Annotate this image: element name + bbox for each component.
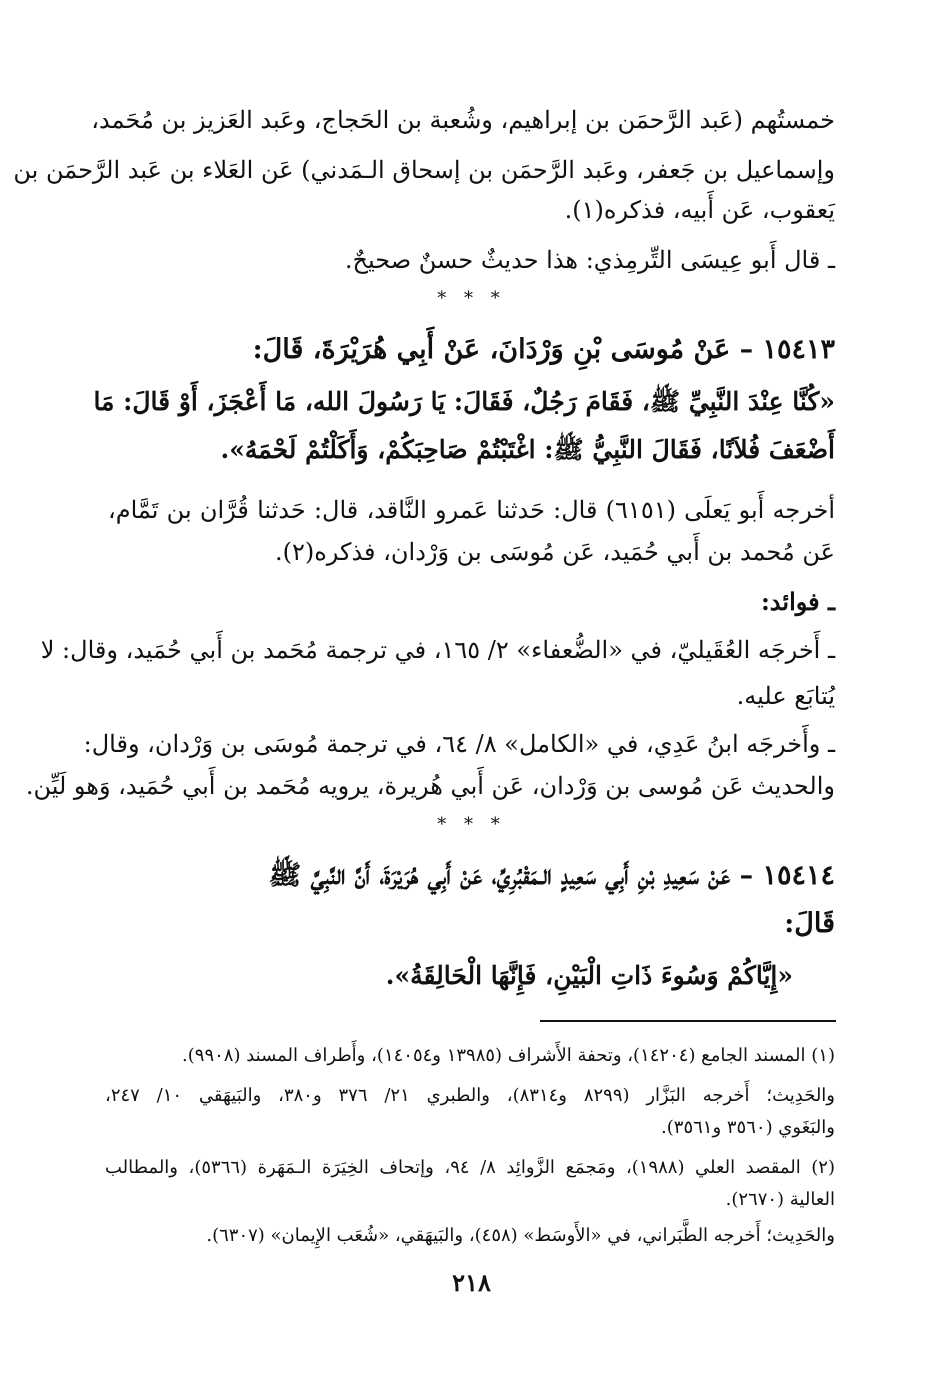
hadith-heading: ١٥٤١٣ – عَنْ مُوسَى بْنِ وَرْدَانَ، عَنْ أَبِي هُرَيْرَةَ، قَالَ: — [252, 334, 835, 365]
hadith-matn-line: «كُنَّا عِنْدَ النَّبِيِّ ﷺ، فَقَامَ رَجُلٌ، فَقَالَ: يَا رَسُولَ الله، مَا أَعْجَزَ، أَوْ قَالَ: مَا — [93, 387, 835, 416]
fawaid-line: والحديث عَن مُوسى بن وَرْدان، عَن أَبي هُريرة، يرويه مُحَمد بن أَبي حُمَيد، وَهو لَيِّن. — [25, 772, 835, 800]
takhrij-line: أخرجه أَبو يَعلَى (٦١٥١) قال: حَدثنا عَمرو النَّاقد، قال: حَدثنا قُرَّان بن تَمَّام، — [108, 496, 835, 524]
section-separator: * * * — [437, 288, 506, 309]
body-line: وإسماعيل بن جَعفر، وعَبد الرَّحمَن بن إسحاق الـمَدني) عَن العَلاء بن عَبد الرَّحمَن بن — [13, 156, 835, 184]
footnote-line: والبَغَوي (٣٥٦٠ و٣٥٦١). — [661, 1117, 835, 1138]
body-line: خمستُهم (عَبد الرَّحمَن بن إبراهيم، وشُعبة بن الحَجاج، وعَبد العَزيز بن مُحَمد، — [91, 106, 835, 134]
page-number: ٢١٨ — [452, 1268, 491, 1297]
footnote-separator — [540, 1020, 836, 1022]
footnote-line: العالية (٢٦٧٠). — [725, 1189, 835, 1210]
takhrij-line: عَن مُحمد بن أَبي حُمَيد، عَن مُوسَى بن وَرْدان، فذكره(٢). — [274, 538, 835, 566]
section-separator: * * * — [437, 814, 506, 835]
fawaid-line: يُتابَع عليه. — [736, 682, 835, 710]
fawaid-line: ـ أَخرجَه العُقَيليّ، في «الضُّعفاء» ٢/ ١٦٥، في ترجمة مُحَمد بن أَبي حُمَيد، وقال: لا — [40, 636, 835, 664]
body-line: يَعقوب، عَن أَبيه، فذكره(١). — [564, 196, 835, 224]
hadith-matn-line: «إِيَّاكُمْ وَسُوءَ ذَاتِ الْبَيْنِ، فَإِنَّهَا الْحَالِقَةُ». — [385, 961, 793, 990]
tirmidhi-ruling: ـ قال أَبو عِيسَى التِّرمِذي: هذا حديثٌ حسنٌ صحيحٌ. — [344, 246, 835, 274]
footnote-line: (١) المسند الجامع (١٤٢٠٤)، وتحفة الأَشراف (١٣٩٨٥ و١٤٠٥٤)، وأَطراف المسند (٩٩٠٨). — [182, 1045, 835, 1066]
hadith-matn-line: أَضْعَفَ فُلاَنًا، فَقَالَ النَّبِيُّ ﷺ: اغْتَبْتُمْ صَاحِبَكُمْ، وَأَكَلْتُمْ لَحْمَهُ». — [220, 435, 835, 464]
fawaid-line: ـ وأَخرجَه ابنُ عَدِي، في «الكامل» ٨/ ٦٤، في ترجمة مُوسَى بن وَرْدان، وقال: — [83, 730, 835, 758]
footnote-line: والحَدِيث؛ أَخرجه البَزَّار (٨٢٩٩ و٨٣١٤)، والطبري ٢١/ ٣٧٦ و٣٨٠، والبَيهَقي ١٠/ ٢٤٧، — [105, 1085, 835, 1106]
hadith-heading: ١٥٤١٤ – عَنْ سَعِيدِ بْنِ أَبِي سَعِيدٍ الـمَقْبُرِيِّ، عَنْ أَبِي هُرَيْرَةَ، أَنَّ النَّبِيَّ ﷺ — [268, 860, 835, 891]
footnote-line: والحَدِيث؛ أَخرجه الطَّبَراني، في «الأَوسَط» (٤٥٨)، والبَيهَقي، «شُعَب الإِيمان» (٦٣٠٧). — [206, 1225, 835, 1246]
hadith-heading-continuation: قَالَ: — [784, 908, 835, 939]
fawaid-heading: ـ فوائد: — [760, 587, 835, 616]
footnote-line: (٢) المقصد العلي (١٩٨٨)، ومَجمَع الزَّوائِد ٨/ ٩٤، وإتحاف الخِيَرَة الـمَهَرة (٥٣٦٦)، والمطالب — [105, 1157, 835, 1178]
